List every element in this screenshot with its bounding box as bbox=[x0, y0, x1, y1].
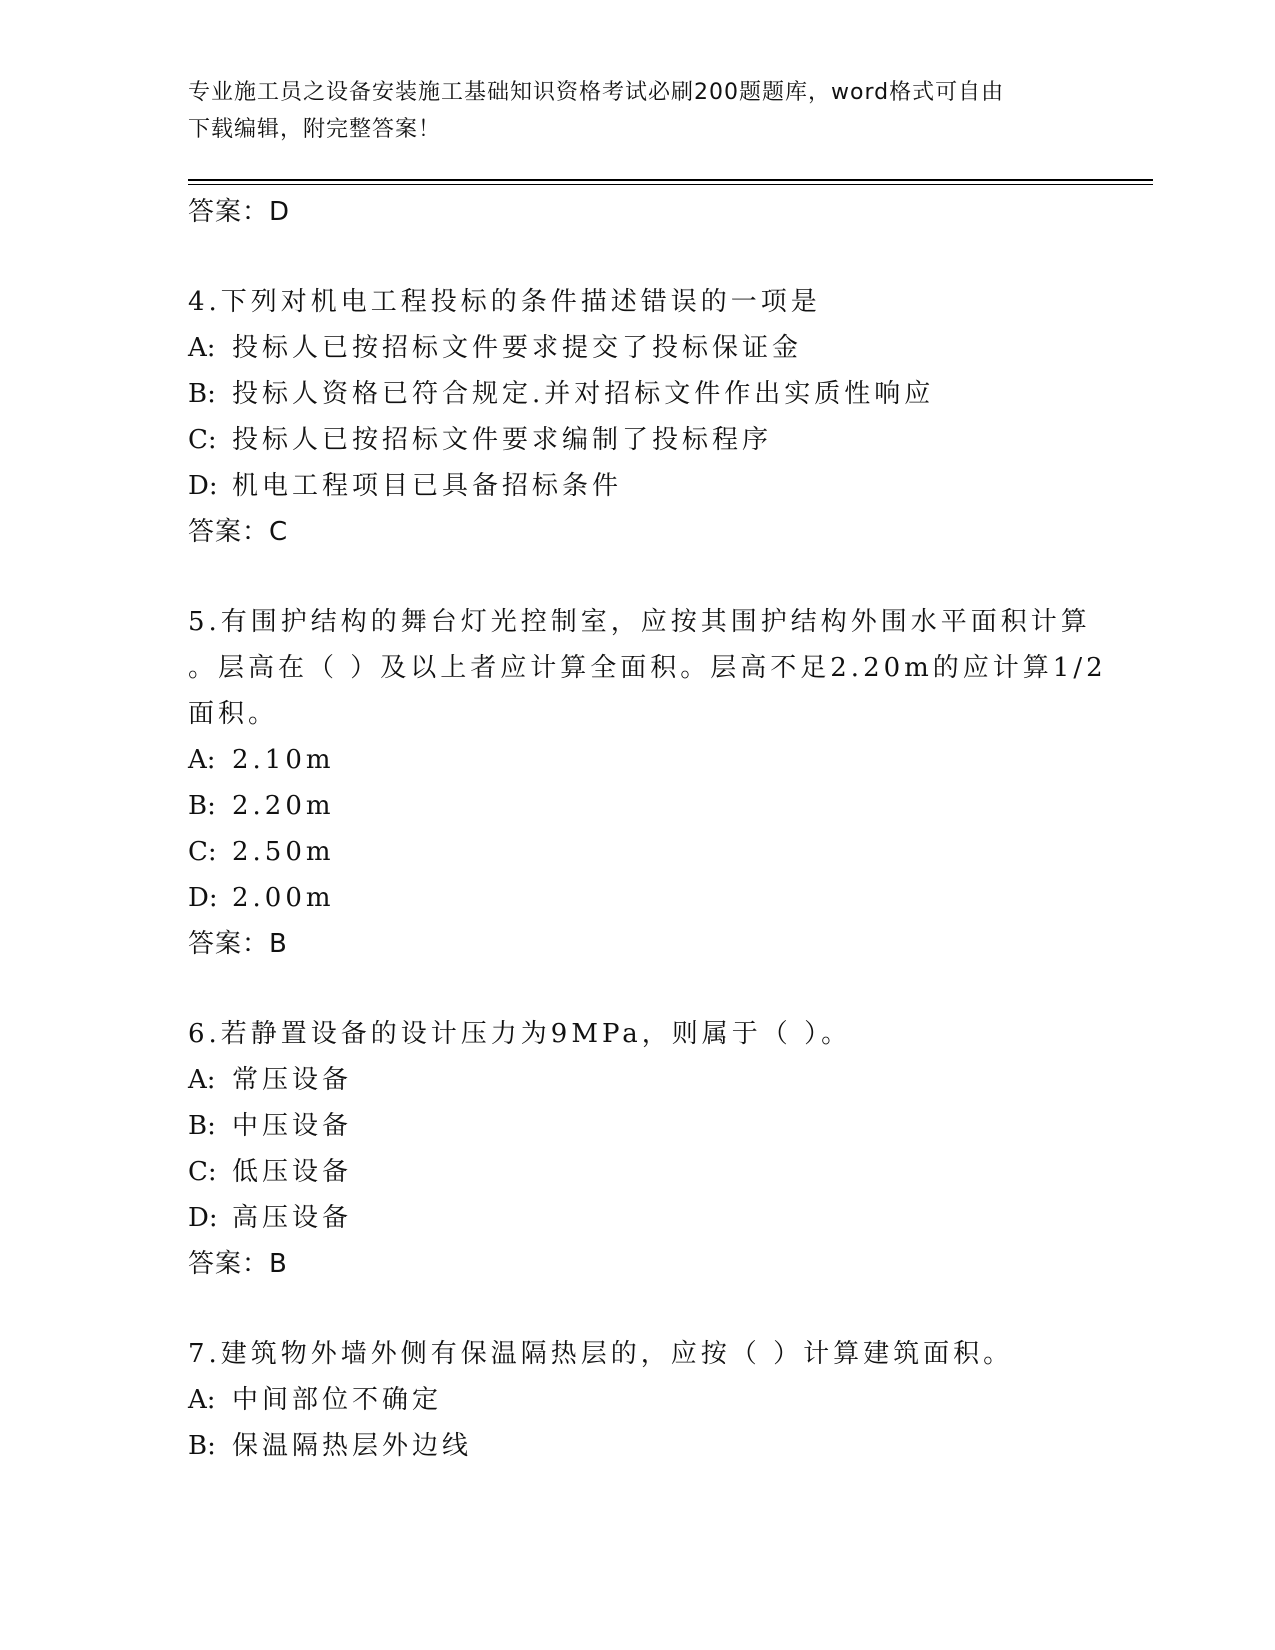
option-text: 高压设备 bbox=[232, 1203, 353, 1233]
question-list bbox=[188, 189, 1107, 1469]
question-4 bbox=[188, 279, 1088, 555]
header-line-2: 下载编辑，附完整答案！ bbox=[188, 117, 442, 142]
option-letter: B: bbox=[188, 379, 216, 409]
option-letter: C: bbox=[188, 1157, 217, 1187]
answer-line: 答案：B bbox=[188, 1249, 288, 1279]
question-text-line-2: 。层高在（ ）及以上者应计算全面积。层高不足2.20m的应计算1/2 bbox=[188, 653, 1107, 683]
option-text: 2.50m bbox=[232, 837, 335, 867]
option-text: 投标人资格已符合规定.并对招标文件作出实质性响应 bbox=[232, 379, 935, 409]
option-text: 2.10m bbox=[232, 745, 335, 775]
answer-line: 答案：B bbox=[188, 929, 288, 959]
option-letter: D: bbox=[188, 1203, 218, 1233]
option-text: 投标人已按招标文件要求提交了投标保证金 bbox=[232, 333, 803, 363]
option-letter: A: bbox=[188, 1385, 216, 1415]
option-c bbox=[188, 829, 1088, 875]
question-7 bbox=[188, 1331, 1088, 1469]
option-letter: A: bbox=[188, 333, 216, 363]
header-rule-thin bbox=[188, 184, 1153, 185]
option-b bbox=[188, 371, 1088, 417]
option-a bbox=[188, 325, 1088, 371]
answer-line: 答案：D bbox=[188, 197, 291, 227]
option-text: 保温隔热层外边线 bbox=[232, 1431, 473, 1461]
question-text: 7.建筑物外墙外侧有保温隔热层的，应按（ ）计算建筑面积。 bbox=[188, 1339, 1014, 1369]
option-letter: B: bbox=[188, 791, 216, 821]
option-text: 低压设备 bbox=[232, 1157, 353, 1187]
question-text: 6.若静置设备的设计压力为9MPa，则属于（ ）。 bbox=[188, 1019, 852, 1049]
option-text: 常压设备 bbox=[232, 1065, 353, 1095]
option-b bbox=[188, 1423, 1088, 1469]
option-letter: C: bbox=[188, 425, 217, 455]
header-line-1: 专业施工员之设备安装施工基础知识资格考试必刷200题题库，word格式可自由 bbox=[188, 80, 1005, 105]
option-letter: A: bbox=[188, 1065, 216, 1095]
answer-line: 答案：C bbox=[188, 517, 289, 547]
option-letter: D: bbox=[188, 471, 218, 501]
option-letter: D: bbox=[188, 883, 218, 913]
option-b bbox=[188, 783, 1088, 829]
option-a bbox=[188, 1057, 1088, 1103]
question-text-line-1: 5.有围护结构的舞台灯光控制室，应按其围护结构外围水平面积计算 bbox=[188, 607, 1091, 637]
question-6 bbox=[188, 1011, 1088, 1287]
option-d bbox=[188, 1195, 1088, 1241]
option-text: 机电工程项目已具备招标条件 bbox=[232, 471, 623, 501]
question-text-line-3: 面积。 bbox=[188, 699, 279, 729]
option-d bbox=[188, 463, 1088, 509]
option-letter: C: bbox=[188, 837, 217, 867]
option-d bbox=[188, 875, 1088, 921]
option-c bbox=[188, 417, 1088, 463]
document-header bbox=[188, 74, 1068, 148]
question-text: 4.下列对机电工程投标的条件描述错误的一项是 bbox=[188, 287, 821, 317]
option-a bbox=[188, 1377, 1088, 1423]
option-a bbox=[188, 737, 1088, 783]
option-letter: A: bbox=[188, 745, 216, 775]
option-text: 2.00m bbox=[232, 883, 335, 913]
option-text: 2.20m bbox=[232, 791, 335, 821]
option-letter: B: bbox=[188, 1111, 216, 1141]
option-c bbox=[188, 1149, 1088, 1195]
option-text: 中压设备 bbox=[232, 1111, 353, 1141]
option-b bbox=[188, 1103, 1088, 1149]
option-letter: B: bbox=[188, 1431, 216, 1461]
option-text: 中间部位不确定 bbox=[232, 1385, 443, 1415]
question-5 bbox=[188, 599, 1107, 967]
option-text: 投标人已按招标文件要求编制了投标程序 bbox=[232, 425, 773, 455]
header-rule-thick bbox=[188, 179, 1153, 181]
